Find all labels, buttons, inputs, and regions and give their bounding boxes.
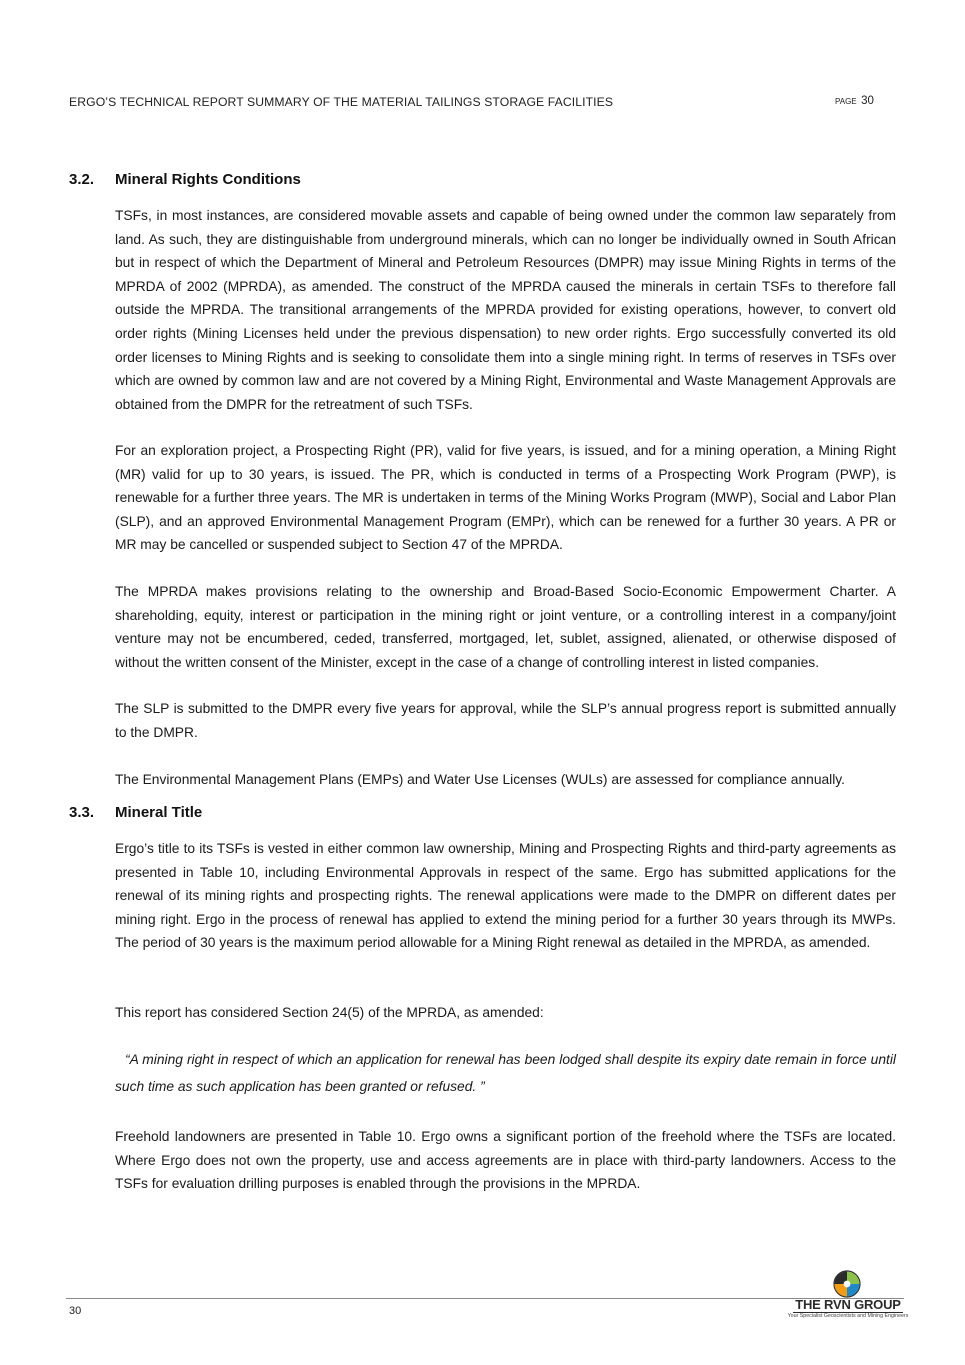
section-title: Mineral Title <box>115 804 203 821</box>
header-page-number <box>835 91 874 109</box>
rvn-logo-icon <box>833 1270 861 1298</box>
header-page-label: PAGE <box>835 97 857 106</box>
section-number: 3.2. <box>69 171 95 188</box>
paragraph-emp-wul-compliance: The Environmental Management Plans (EMPs) and Water Use Licenses (WULs) are assessed for compliance annually. <box>115 772 846 787</box>
section-heading-mineral-title <box>69 804 202 821</box>
paragraph-slp-submission: The SLP is submitted to the DMPR every five years for approval, while the SLP’s annual progress report is submitted annually to the DMPR. <box>115 701 896 740</box>
running-header-title: ERGO’S TECHNICAL REPORT SUMMARY OF THE MATERIAL TAILINGS STORAGE FACILITIES <box>69 95 614 109</box>
paragraph-tsf-ownership: TSFs, in most instances, are considered movable assets and capable of being owned under the common law separately from land. As such, they are distinguishable from underground minerals, which can no longer be individually owned in South African but in respect of which the Department of Mineral and Petroleum Resources (DMPR) may issue Mining Rights in terms of the MPRDA of 2002 (MPRDA), as amended. The construct of the MPRDA caused the minerals in certain TSFs to therefore fall outside the MPRDA. The transitional arrangements of the MPRDA provided for existing operations, however, to convert old order rights (Mining Licenses held under the previous dispensation) to new order rights. Ergo successfully converted its old order licenses to Mining Rights and is seeking to consolidate them into a single mining right. In terms of reserves in TSFs over which are owned by common law and are not covered by a Mining Right, Environmental and Waste Management Approvals are obtained from the DMPR for the retreatment of such TSFs. <box>115 208 896 412</box>
paragraph-section-24-5: This report has considered Section 24(5) of the MPRDA, as amended: <box>115 1005 544 1020</box>
paragraph-freehold-landowners: Freehold landowners are presented in Table 10. Ergo owns a significant portion of the freehold where the TSFs are located. Where Ergo does not own the property, use and access agreements are in place with third-party landowners. Access to the TSFs for evaluation drilling purposes is enabled through the provisions in the MPRDA. <box>115 1129 896 1192</box>
paragraph-mprda-ownership-provisions: The MPRDA makes provisions relating to the ownership and Broad-Based Socio-Economic Empowerment Charter. A shareholding, equity, interest or participation in the mining right or joint venture, or a controlling interest in a company/joint venture may not be encumbered, ceded, transferred, mortgaged, let, sublet, assigned, alienated, or otherwise disposed of without the written consent of the Minister, except in the case of a change of controlling interest in listed companies. <box>115 584 896 670</box>
paragraph-prospecting-mining-rights: For an exploration project, a Prospecting Right (PR), valid for five years, is issued, and for a mining operation, a Mining Right (MR) valid for up to 30 years, is issued. The PR, which is conducted in terms of a Prospecting Work Program (PWP), is renewable for a further three years. The MR is undertaken in terms of the Mining Works Program (MWP), Social and Labor Plan (SLP), and an approved Environmental Management Program (EMPr), which can be renewed for a further 30 years. A PR or MR may be cancelled or suspended subject to Section 47 of the MPRDA. <box>115 443 896 553</box>
paragraph-ergo-title: Ergo’s title to its TSFs is vested in either common law ownership, Mining and Prospecting Rights and third-party agreements as presented in Table 10, including Environmental Approvals in respect of the same. Ergo has submitted applications for the renewal of its mining rights and prospecting rights. The renewal applications were made to the DMPR on different dates per mining right. Ergo in the process of renewal has applied to extend the mining period for a further 30 years through its MWPs. The period of 30 years is the maximum period allowable for a Mining Right renewal as detailed in the MPRDA, as amended. <box>115 841 896 951</box>
section-heading-mineral-rights-conditions <box>69 171 301 188</box>
header-page-value: 30 <box>861 95 874 107</box>
quote-mining-right-renewal: “A mining right in respect of which an application for renewal has been lodged shall despite its expiry date remain in force until such time as such application has been granted or refused. ” <box>115 1052 896 1094</box>
logo-company-name: THE RVN GROUP <box>793 1298 903 1313</box>
section-title: Mineral Rights Conditions <box>115 171 301 188</box>
section-number: 3.3. <box>69 804 95 821</box>
footer-page-number: 30 <box>69 1305 82 1317</box>
logo-tagline: Your Specialist Geoscientists and Mining Engineers <box>787 1313 909 1319</box>
footer-divider <box>66 1298 904 1299</box>
